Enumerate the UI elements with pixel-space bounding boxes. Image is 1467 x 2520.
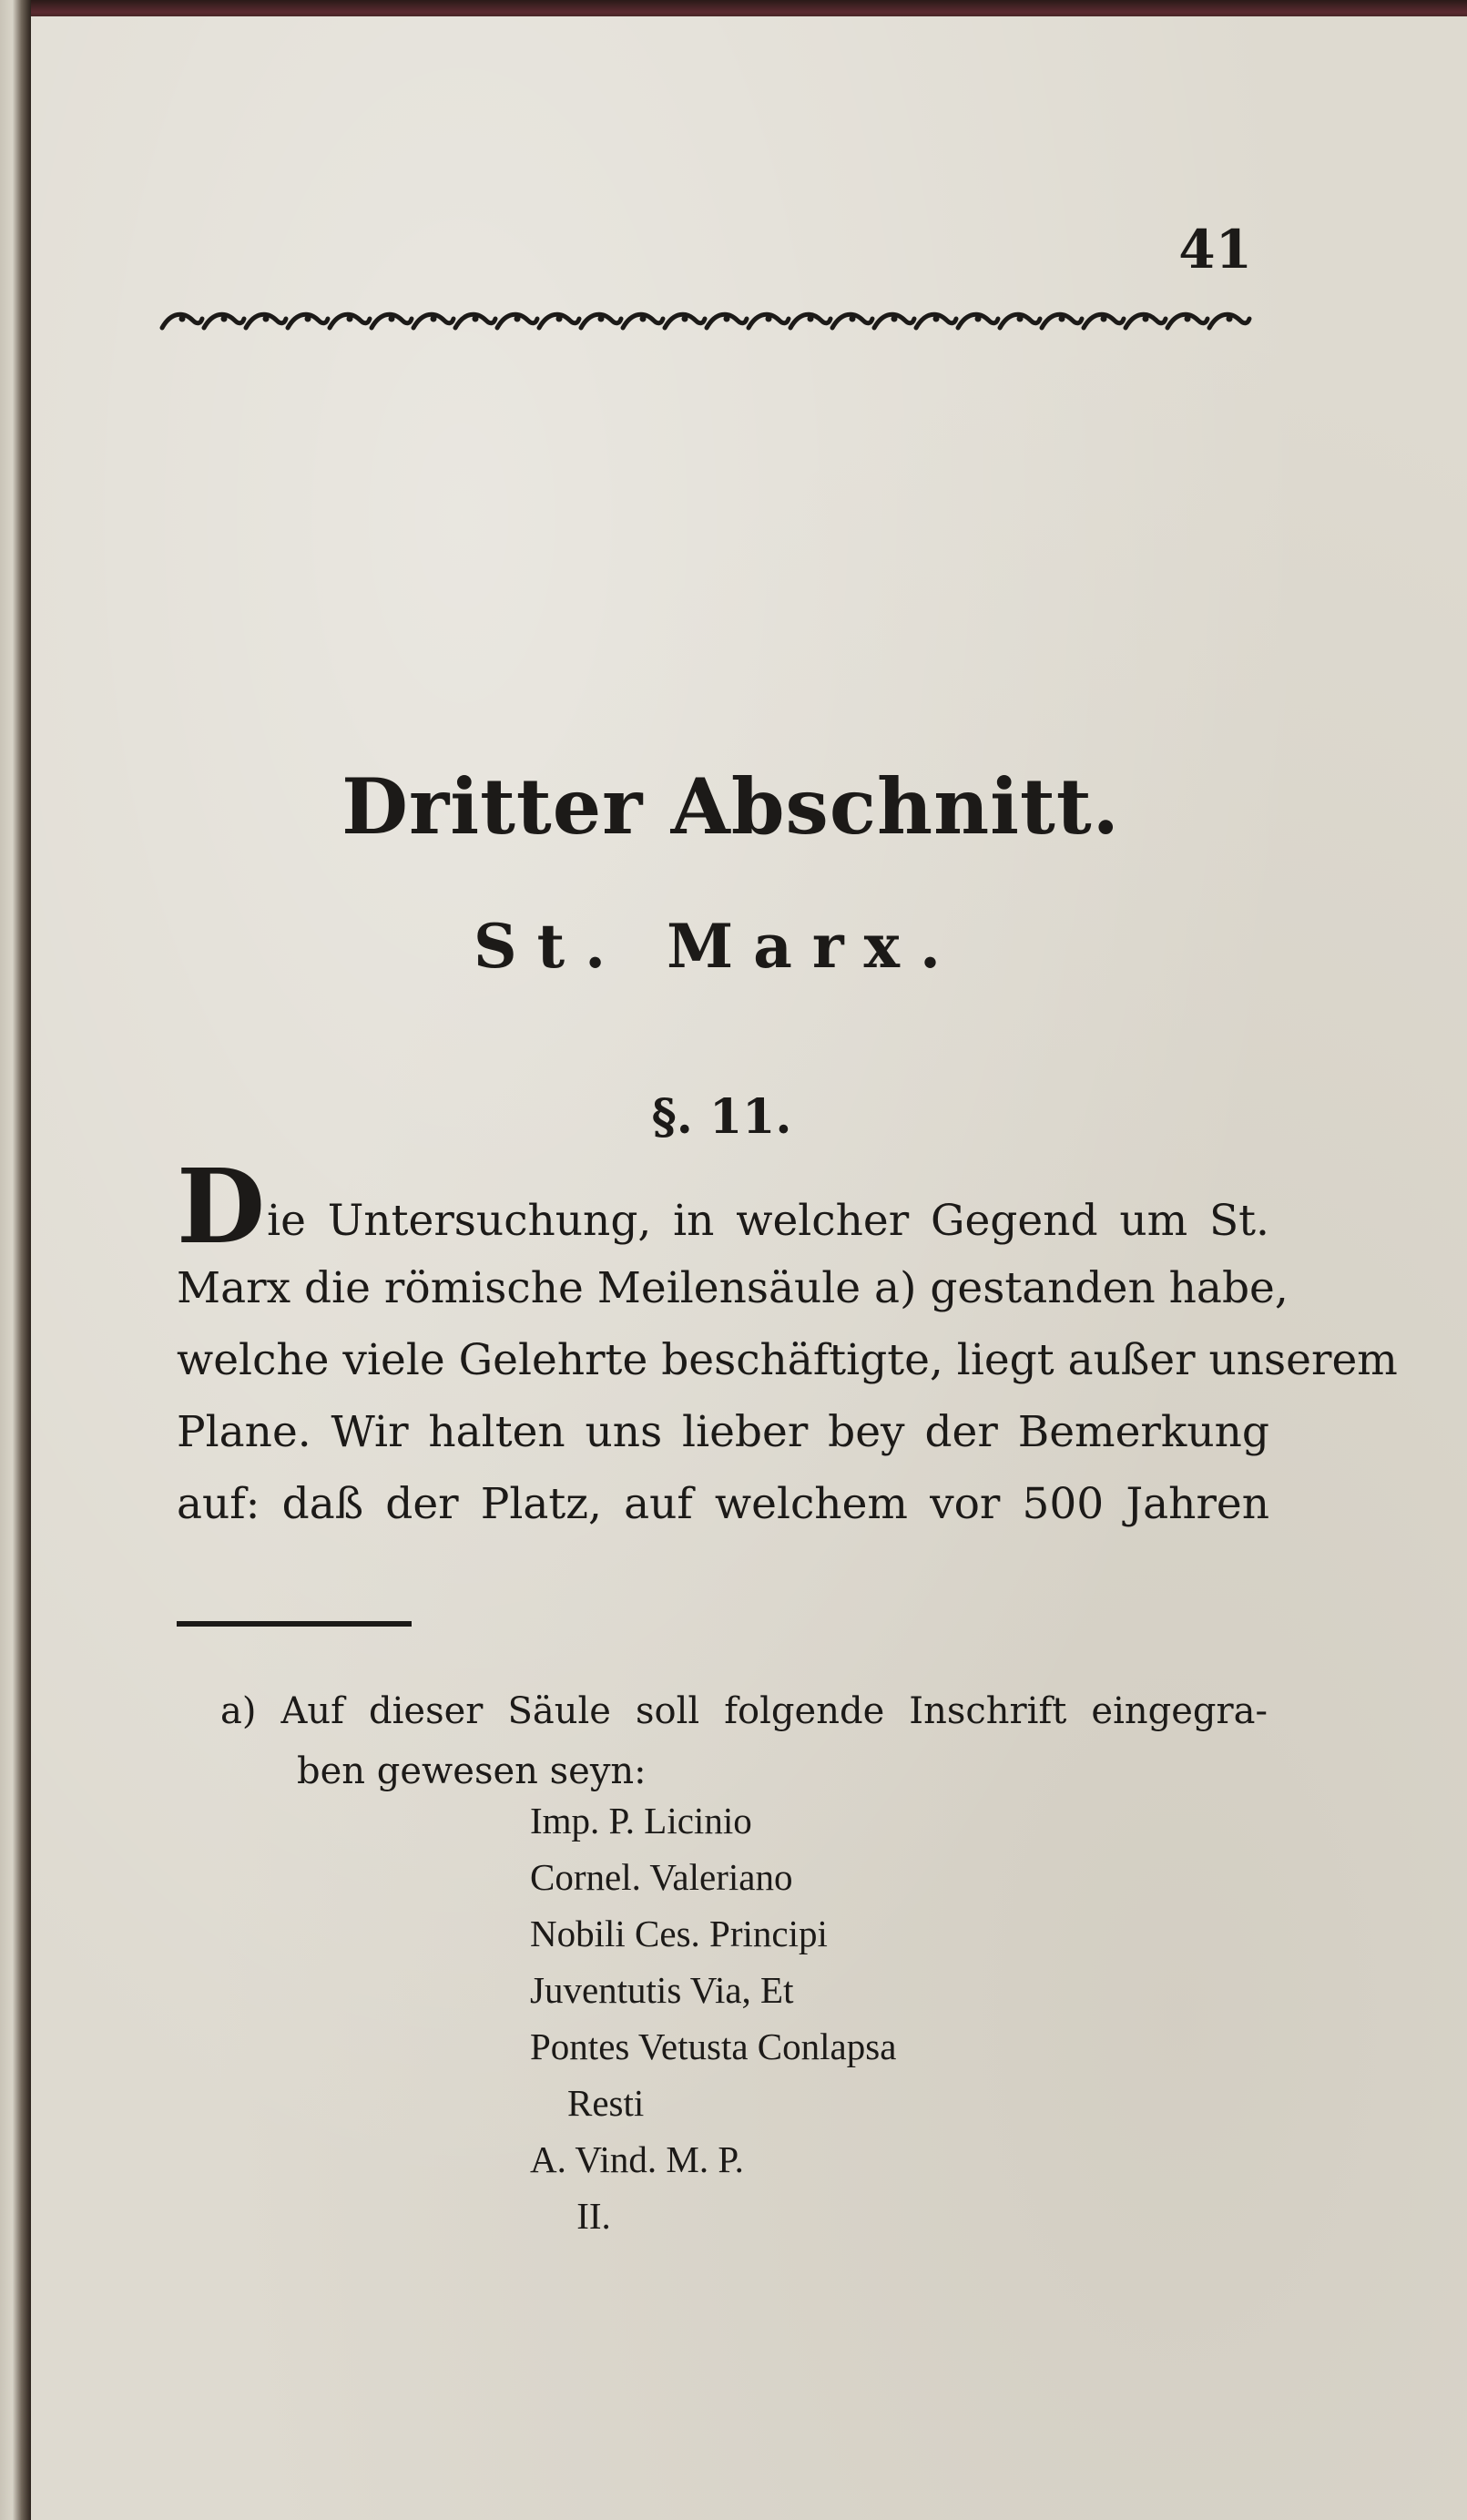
inscription-line: Juventutis Via, Et	[530, 1969, 794, 2011]
body-line: Marx die römische Meilensäule a) gestanden habe,	[177, 1263, 1289, 1313]
inscription-line: II.	[530, 2195, 611, 2237]
body-line	[177, 1148, 1269, 1267]
inscription-line: Resti	[530, 2082, 645, 2124]
inscription-line: A. Vind. M. P.	[530, 2138, 744, 2180]
chapter-title: Dritter Abschnitt.	[341, 761, 1120, 852]
section-subtitle: St. Marx.	[473, 911, 962, 982]
ornamental-divider	[158, 306, 1269, 342]
footnote-line: ben gewesen seyn:	[297, 1750, 647, 1792]
footnote-rule	[177, 1621, 412, 1627]
book-page	[31, 16, 1467, 2520]
inscription-line: Cornel. Valeriano	[530, 1856, 793, 1898]
inscription-line: Pontes Vetusta Conlapsa	[530, 2025, 897, 2067]
inscription-block	[530, 1792, 896, 2244]
body-line: auf: daß der Platz, auf welchem vor 500 Jahren	[177, 1479, 1269, 1529]
inscription-line: Imp. P. Licinio	[530, 1800, 752, 1842]
inscription-line: Nobili Ces. Principi	[530, 1913, 828, 1954]
book-spine-edge	[0, 0, 31, 2520]
section-number: §. 11.	[651, 1089, 792, 1145]
body-line-text: ie Untersuchung, in welcher Gegend um St.	[267, 1196, 1269, 1246]
footnote-line: a) Auf dieser Säule soll folgende Inschrift eingegra-	[220, 1690, 1268, 1732]
footnote	[220, 1681, 1268, 1801]
drop-cap: D	[177, 1148, 266, 1267]
body-line: Plane. Wir halten uns lieber bey der Bemerkung	[177, 1407, 1269, 1457]
page-number: 41	[1178, 219, 1252, 281]
body-line: welche viele Gelehrte beschäftigte, liegt außer unserem	[177, 1335, 1398, 1385]
body-paragraph	[177, 1148, 1398, 1540]
